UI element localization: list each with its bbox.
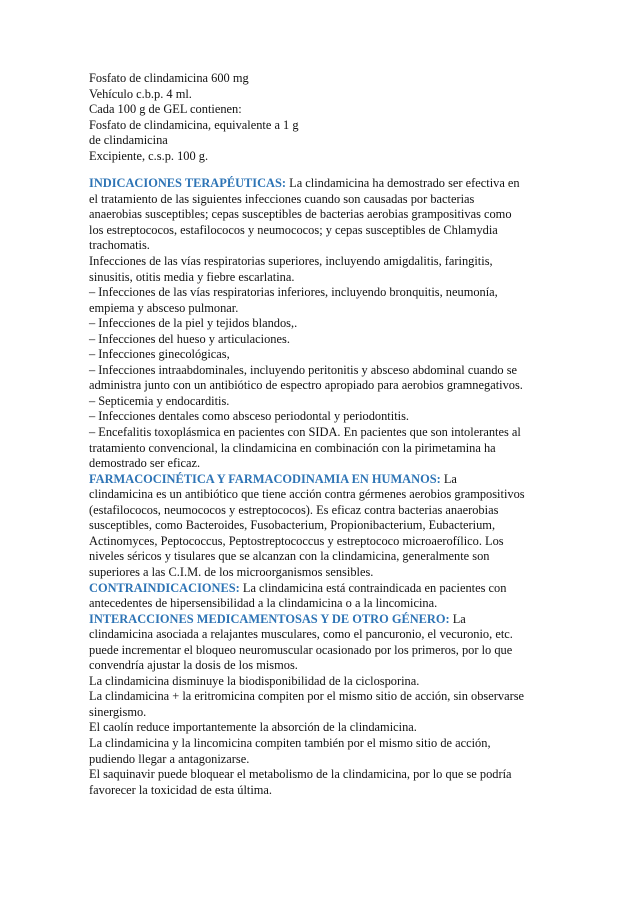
body-line: El saquinavir puede bloquear el metabolismo de la clindamicina, por lo que se podría bbox=[89, 767, 512, 782]
body-line: El caolín reduce importantemente la absorción de la clindamicina. bbox=[89, 720, 417, 735]
composition-line: Vehículo c.b.p. 4 ml. bbox=[89, 86, 192, 101]
body-line: sinergismo. bbox=[89, 704, 147, 719]
composition-block bbox=[89, 71, 559, 164]
section-first-line bbox=[89, 472, 559, 488]
body-line: – Infecciones de las vías respiratorias inferiores, incluyendo bronquitis, neumonía, bbox=[89, 285, 498, 300]
contraindicaciones-section bbox=[89, 581, 559, 612]
section-heading: CONTRAINDICACIONES: bbox=[89, 580, 240, 595]
body-line: tratamiento convencional, la clindamicina en combinación con la pirimetamina ha bbox=[89, 440, 496, 455]
body-line: clindamicina asociada a relajantes musculares, como el pancuronio, el vecuronio, etc. bbox=[89, 627, 513, 642]
farmacocinetica-section bbox=[89, 472, 559, 581]
body-line: pudiendo llegar a antagonizarse. bbox=[89, 751, 250, 766]
body-line: – Infecciones intraabdominales, incluyendo peritonitis y absceso abdominal cuando se bbox=[89, 362, 518, 377]
body-line: susceptibles, como Bacteroides, Fusobacterium, Propionibacterium, Eubacterium, bbox=[89, 518, 496, 533]
document-page bbox=[89, 71, 559, 798]
body-line: trachomatis. bbox=[89, 238, 150, 253]
body-line: el tratamiento de las siguientes infecciones cuando son causadas por bacterias bbox=[89, 191, 475, 206]
section-first-line bbox=[89, 581, 559, 597]
body-line: – Septicemia y endocarditis. bbox=[89, 393, 230, 408]
body-line: favorecer la toxicidad de esta última. bbox=[89, 782, 273, 797]
body-line: los estreptococos, estafilococos y neumococos; y cepas susceptibles de Chlamydia bbox=[89, 222, 498, 237]
body-line: demostrado ser eficaz. bbox=[89, 456, 201, 471]
indicaciones-section bbox=[89, 176, 559, 471]
section-text: La bbox=[449, 611, 466, 626]
composition-line: Cada 100 g de GEL contienen: bbox=[89, 102, 242, 117]
body-line: La clindamicina + la eritromicina compiten por el mismo sitio de acción, sin observarse bbox=[89, 689, 525, 704]
composition-line: Fosfato de clindamicina 600 mg bbox=[89, 71, 249, 85]
section-heading: INDICACIONES TERAPÉUTICAS: bbox=[89, 176, 287, 191]
body-line: – Infecciones ginecológicas, bbox=[89, 347, 230, 362]
composition-line: Excipiente, c.s.p. 100 g. bbox=[89, 148, 209, 163]
body-line: puede incrementar el bloqueo neuromuscular ocasionado por los primeros, por lo que bbox=[89, 642, 513, 657]
paragraph-gap bbox=[89, 164, 559, 176]
body-line: – Infecciones dentales como absceso periodontal y periodontitis. bbox=[89, 409, 409, 424]
body-line: anaerobias susceptibles; cepas susceptibles de bacterias aerobias grampositivas como bbox=[89, 207, 512, 222]
body-line: – Infecciones del hueso y articulaciones. bbox=[89, 331, 290, 346]
section-first-line bbox=[89, 176, 559, 192]
section-text: La clindamicina ha demostrado ser efectiva en bbox=[286, 176, 520, 191]
body-line: administra junto con un antibiótico de espectro apropiado para aerobios gramnegativos. bbox=[89, 378, 523, 393]
body-line: clindamicina es un antibiótico que tiene acción contra gérmenes aerobios grampositivos bbox=[89, 487, 525, 502]
body-line: superiores a las C.I.M. de los microorganismos sensibles. bbox=[89, 564, 374, 579]
section-heading: FARMACOCINÉTICA Y FARMACODINAMIA EN HUMANOS: bbox=[89, 471, 441, 486]
body-line: niveles séricos y tisulares que se alcanzan con la clindamicina, generalmente son bbox=[89, 549, 490, 564]
body-line: – Infecciones de la piel y tejidos blandos,. bbox=[89, 316, 298, 331]
composition-line: de clindamicina bbox=[89, 133, 168, 148]
section-text: La clindamicina está contraindicada en pacientes con bbox=[239, 580, 507, 595]
body-line: – Encefalitis toxoplásmica en pacientes con SIDA. En pacientes que son intolerantes al bbox=[89, 425, 521, 440]
body-line: (estafilococos, neumococos y estreptococos). Es eficaz contra bacterias anaerobias bbox=[89, 502, 499, 517]
section-text: La bbox=[440, 471, 457, 486]
body-line: La clindamicina y la lincomicina compiten también por el mismo sitio de acción, bbox=[89, 735, 491, 750]
composition-line: Fosfato de clindamicina, equivalente a 1 g bbox=[89, 117, 299, 132]
section-first-line bbox=[89, 612, 559, 628]
section-heading: INTERACCIONES MEDICAMENTOSAS Y DE OTRO GÉNERO: bbox=[89, 611, 450, 626]
body-line: La clindamicina disminuye la biodisponibilidad de la ciclosporina. bbox=[89, 673, 420, 688]
body-line: antecedentes de hipersensibilidad a la clindamicina o a la lincomicina. bbox=[89, 596, 438, 611]
interacciones-section bbox=[89, 612, 559, 799]
body-line: empiema y absceso pulmonar. bbox=[89, 300, 239, 315]
body-line: Infecciones de las vías respiratorias superiores, incluyendo amigdalitis, faringitis, bbox=[89, 254, 493, 269]
body-line: convendría ajustar la dosis de los mismos. bbox=[89, 658, 298, 673]
body-line: sinusitis, otitis media y fiebre escarlatina. bbox=[89, 269, 295, 284]
body-line: Actinomyces, Peptococcus, Peptostreptococcus y estreptococo microaerofílico. Los bbox=[89, 533, 504, 548]
